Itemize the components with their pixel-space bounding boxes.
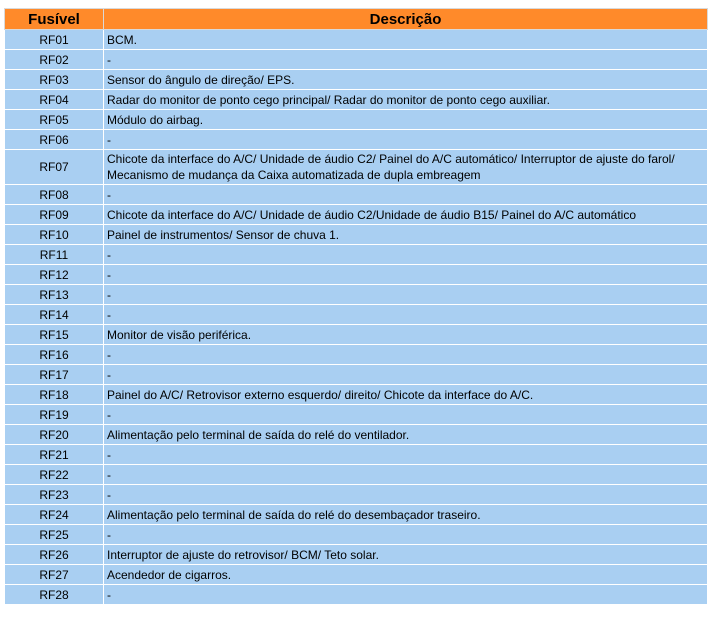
fuse-description-cell: - <box>104 305 708 325</box>
table-row <box>5 485 708 505</box>
fuse-code-cell: RF10 <box>5 225 104 245</box>
fuse-description-cell: Módulo do airbag. <box>104 110 708 130</box>
table-row <box>5 225 708 245</box>
fuse-code-cell: RF28 <box>5 585 104 605</box>
fuse-description-cell: Painel do A/C/ Retrovisor externo esquerdo/ direito/ Chicote da interface do A/C. <box>104 385 708 405</box>
fuse-description-cell: Painel de instrumentos/ Sensor de chuva 1. <box>104 225 708 245</box>
fuse-description-cell: - <box>104 265 708 285</box>
fuse-description-cell: - <box>104 130 708 150</box>
fuse-code-cell: RF27 <box>5 565 104 585</box>
fuse-table <box>4 8 708 605</box>
fuse-code-cell: RF06 <box>5 130 104 150</box>
fuse-description-cell: Chicote da interface do A/C/ Unidade de áudio C2/ Painel do A/C automático/ Interruptor de ajuste do farol/ Mecanismo de mudança da Caixa automatizada de dupla embreagem <box>104 150 708 185</box>
table-row <box>5 445 708 465</box>
fuse-description-cell: Chicote da interface do A/C/ Unidade de áudio C2/Unidade de áudio B15/ Painel do A/C automático <box>104 205 708 225</box>
fuse-description-cell: Alimentação pelo terminal de saída do relé do ventilador. <box>104 425 708 445</box>
fuse-code-cell: RF11 <box>5 245 104 265</box>
fuse-code-cell: RF22 <box>5 465 104 485</box>
fuse-description-cell: - <box>104 285 708 305</box>
fuse-code-cell: RF05 <box>5 110 104 130</box>
fuse-code-cell: RF24 <box>5 505 104 525</box>
table-header-row <box>5 9 708 30</box>
table-row <box>5 205 708 225</box>
fuse-code-cell: RF21 <box>5 445 104 465</box>
fuse-code-cell: RF17 <box>5 365 104 385</box>
table-row <box>5 285 708 305</box>
fuse-description-cell: Sensor do ângulo de direção/ EPS. <box>104 70 708 90</box>
fuse-code-cell: RF16 <box>5 345 104 365</box>
fuse-description-cell: - <box>104 245 708 265</box>
fuse-description-cell: Radar do monitor de ponto cego principal/ Radar do monitor de ponto cego auxiliar. <box>104 90 708 110</box>
fuse-code-cell: RF20 <box>5 425 104 445</box>
table-row <box>5 70 708 90</box>
table-row <box>5 365 708 385</box>
fuse-description-cell: - <box>104 465 708 485</box>
fuse-code-cell: RF15 <box>5 325 104 345</box>
table-row <box>5 130 708 150</box>
fuse-code-cell: RF14 <box>5 305 104 325</box>
fuse-description-cell: Alimentação pelo terminal de saída do relé do desembaçador traseiro. <box>104 505 708 525</box>
table-row <box>5 465 708 485</box>
table-row <box>5 150 708 185</box>
fuse-description-cell: - <box>104 485 708 505</box>
column-header-fuse: Fusível <box>5 9 104 30</box>
fuse-code-cell: RF13 <box>5 285 104 305</box>
fuse-description-cell: - <box>104 185 708 205</box>
fuse-code-cell: RF26 <box>5 545 104 565</box>
table-row <box>5 385 708 405</box>
table-row <box>5 90 708 110</box>
table-row <box>5 425 708 445</box>
fuse-description-cell: - <box>104 585 708 605</box>
table-row <box>5 545 708 565</box>
fuse-code-cell: RF23 <box>5 485 104 505</box>
fuse-description-cell: - <box>104 525 708 545</box>
table-row <box>5 50 708 70</box>
fuse-description-cell: - <box>104 50 708 70</box>
table-row <box>5 265 708 285</box>
table-row <box>5 565 708 585</box>
fuse-code-cell: RF12 <box>5 265 104 285</box>
fuse-code-cell: RF18 <box>5 385 104 405</box>
table-row <box>5 245 708 265</box>
table-row <box>5 405 708 425</box>
table-row <box>5 185 708 205</box>
fuse-code-cell: RF01 <box>5 30 104 50</box>
fuse-description-cell: BCM. <box>104 30 708 50</box>
table-row <box>5 305 708 325</box>
fuse-description-cell: - <box>104 445 708 465</box>
fuse-description-cell: Acendedor de cigarros. <box>104 565 708 585</box>
table-row <box>5 30 708 50</box>
table-row <box>5 325 708 345</box>
table-row <box>5 110 708 130</box>
fuse-description-cell: Interruptor de ajuste do retrovisor/ BCM/ Teto solar. <box>104 545 708 565</box>
table-row <box>5 505 708 525</box>
fuse-description-cell: - <box>104 405 708 425</box>
fuse-description-cell: - <box>104 345 708 365</box>
table-row <box>5 585 708 605</box>
column-header-description: Descrição <box>104 9 708 30</box>
fuse-code-cell: RF03 <box>5 70 104 90</box>
fuse-code-cell: RF25 <box>5 525 104 545</box>
fuse-code-cell: RF19 <box>5 405 104 425</box>
table-row <box>5 525 708 545</box>
fuse-code-cell: RF07 <box>5 150 104 185</box>
fuse-code-cell: RF02 <box>5 50 104 70</box>
fuse-table-body <box>5 30 708 605</box>
fuse-code-cell: RF09 <box>5 205 104 225</box>
fuse-description-cell: - <box>104 365 708 385</box>
fuse-table-container <box>4 8 708 605</box>
table-row <box>5 345 708 365</box>
fuse-description-cell: Monitor de visão periférica. <box>104 325 708 345</box>
fuse-code-cell: RF04 <box>5 90 104 110</box>
fuse-code-cell: RF08 <box>5 185 104 205</box>
